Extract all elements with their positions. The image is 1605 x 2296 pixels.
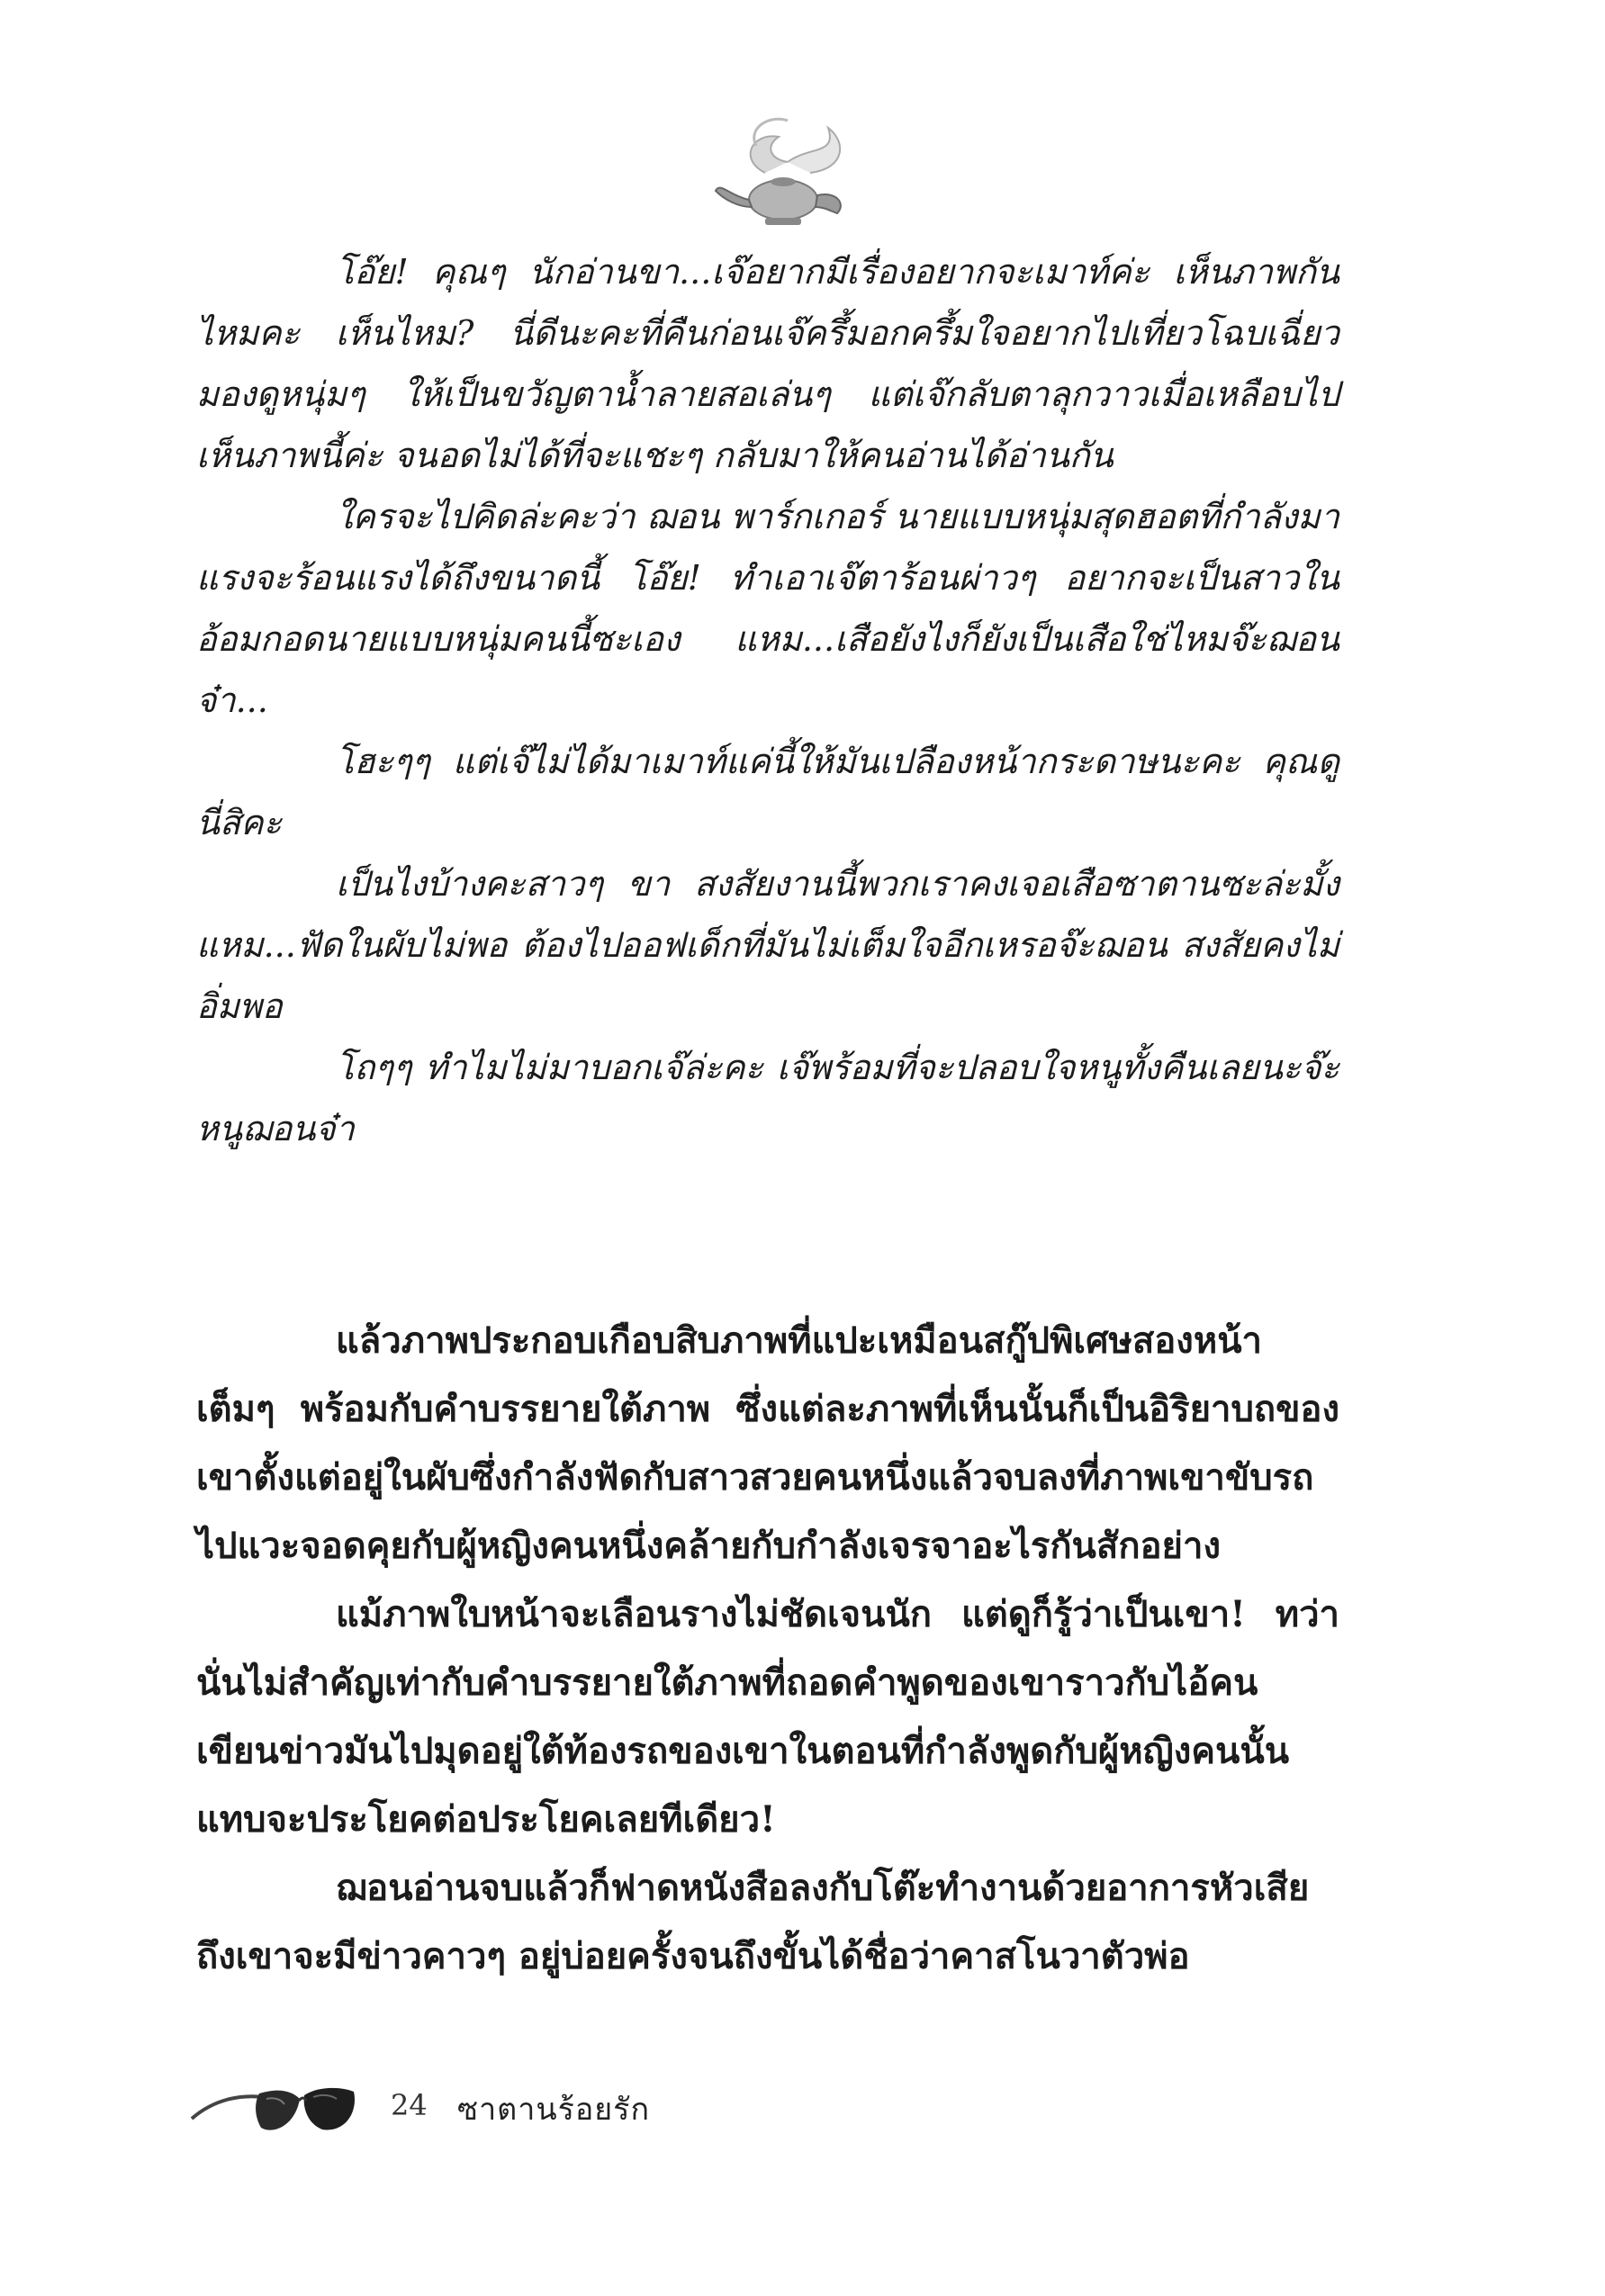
body-paragraph: แม้ภาพใบหน้าจะเลือนรางไม่ชัดเจนนัก แต่ดูก็รู้ว่าเป็นเขา! ทว่านั่นไม่สำคัญเท่ากับคำบรรยายใต้ภาพที่ถอดคำพูดของเขาราวกับไอ้คนเขียนข่าวมันไปมุดอยู่ใต้ท้องรถของเขาในตอนที่กำลังพูดกับผู้หญิงคนนั้นแทบจะประโยคต่อประโยคเลยทีเดียว! — [196, 1593, 1339, 1841]
teapot-steam-ornament-icon — [702, 110, 864, 245]
italic-paragraph: โฮะๆๆ แต่เจ๊ไม่ได้มาเมาท์แค่นี้ให้มันเปลืองหน้ากระดาษนะคะ คุณดูนี่สิคะ — [196, 742, 1339, 842]
italic-gossip-column — [196, 241, 1339, 1159]
italic-paragraph: เป็นไงบ้างคะสาวๆ ขา สงสัยงานนี้พวกเราคงเจอเสือซาตานซะล่ะมั้ง แหม...ฟัดในผับไม่พอ ต้องไปออฟเด็กที่มันไม่เต็มใจอีกเหรอจ๊ะฌอน สงสัยคงไม่อิ่มพอ — [196, 864, 1339, 1026]
narrative-text — [196, 1307, 1339, 1991]
body-paragraph: ฌอนอ่านจบแล้วก็ฟาดหนังสือลงกับโต๊ะทำงานด้วยอาการหัวเสีย ถึงเขาจะมีข่าวคาวๆ อยู่บ่อยครั้งจนถึงขั้นได้ชื่อว่าคาสโนวาตัวพ่อ — [196, 1867, 1310, 1977]
italic-paragraph: โถๆๆ ทำไมไม่มาบอกเจ๊ล่ะคะ เจ๊พร้อมที่จะปลอบใจหนูทั้งคืนเลยนะจ๊ะหนูฌอนจ๋า — [196, 1048, 1339, 1148]
italic-paragraph: ใครจะไปคิดล่ะคะว่า ฌอน พาร์กเกอร์ นายแบบหนุ่มสุดฮอตที่กำลังมาแรงจะร้อนแรงได้ถึงขนาดนี้ โอ๊ย! ทำเอาเจ๊ตาร้อนผ่าวๆ อยากจะเป็นสาวในอ้อมกอดนายแบบหนุ่มคนนี้ซะเอง แหม...เสือยังไงก็ยังเป็นเสือใช่ไหมจ๊ะฌอนจ๋า... — [196, 497, 1339, 720]
page-footer — [187, 2063, 817, 2144]
page-number: 24 — [391, 2088, 428, 2122]
book-title: ซาตานร้อยรัก — [457, 2092, 651, 2128]
sunglasses-icon — [187, 2063, 367, 2144]
body-paragraph: แล้วภาพประกอบเกือบสิบภาพที่แปะเหมือนสกู๊ปพิเศษสองหน้าเต็มๆ พร้อมกับคำบรรยายใต้ภาพ ซึ่งแต่ละภาพที่เห็นนั้นก็เป็นอิริยาบถของเขาตั้งแต่อยู่ในผับซึ่งกำลังฟัดกับสาวสวยคนหนึ่งแล้วจบลงที่ภาพเขาขับรถไปแวะจอดคุยกับผู้หญิงคนหนึ่งคล้ายกับกำลังเจรจาอะไรกันสักอย่าง — [196, 1319, 1339, 1567]
italic-paragraph: โอ๊ย! คุณๆ นักอ่านขา...เจ๊อยากมีเรื่องอยากจะเมาท์ค่ะ เห็นภาพกันไหมคะ เห็นไหม? นี่ดีนะคะที่คืนก่อนเจ๊ครึ้มอกครึ้มใจอยากไปเที่ยวโฉบเฉี่ยวมองดูหนุ่มๆ ให้เป็นขวัญตาน้ำลายสอเล่นๆ แต่เจ๊กลับตาลุกวาวเมื่อเหลือบไปเห็นภาพนี้ค่ะ จนอดไม่ได้ที่จะแชะๆ กลับมาให้คนอ่านได้อ่านกัน — [196, 252, 1339, 475]
